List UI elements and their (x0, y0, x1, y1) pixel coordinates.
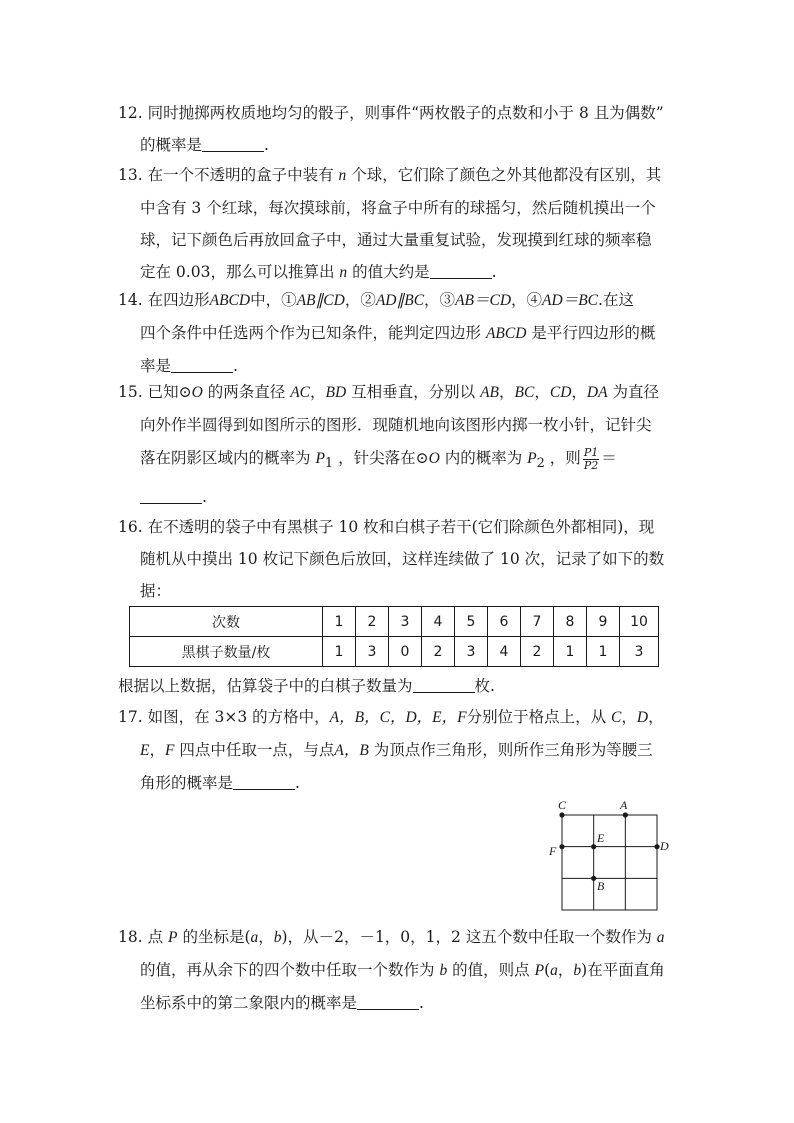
point-c-dot (559, 812, 564, 817)
question-text: ，针尖落在⊙ (338, 449, 429, 467)
table-cell: 10 (620, 607, 659, 637)
question-number: 18. (118, 928, 143, 946)
question-number: 15. (118, 383, 143, 401)
question-text: .在这 (598, 291, 634, 309)
question-text: 内的概率为 (444, 449, 523, 467)
quadrilateral-name: ABCD (209, 292, 251, 309)
question-text: 点 (147, 928, 164, 946)
fraction (583, 447, 599, 472)
question-text: 向外作半圆得到如图所示的图形．现随机地向该图形内掷一枚小针，记针尖 (140, 416, 652, 434)
question-text: 的值，再从余下的四个数中任取一个数作为 (140, 961, 435, 979)
question-text: 分别位于格点上，从 (466, 708, 607, 726)
label-f: F (549, 844, 557, 858)
question-text: 随机从中摸出 10 枚记下颜色后放回，这样连续做了 10 次，记录了如下的数 (140, 550, 665, 568)
label-b: B (597, 879, 605, 893)
answer-blank[interactable] (171, 358, 233, 373)
question-text: 互相垂直，分别以 (351, 383, 476, 401)
point-letters: A，B，C，D，E，F (329, 709, 467, 726)
question-16-tail (118, 670, 678, 702)
question-text: 的两条直径 (207, 383, 286, 401)
period: . (202, 488, 207, 507)
data-table (129, 606, 659, 667)
table-cell: 7 (521, 607, 554, 637)
question-text: 坐标系中的第二象限内的概率是 (140, 994, 358, 1012)
variable-b: b (573, 962, 582, 979)
table-cell: 5 (455, 607, 488, 637)
answer-blank[interactable] (140, 489, 202, 504)
probability-p1: P (315, 450, 325, 467)
question-text: 的值，则点 (452, 961, 530, 979)
table-cell: 2 (356, 607, 389, 637)
question-text: 是平行四边形的概 (531, 324, 656, 342)
separator: ， (571, 383, 587, 401)
answer-blank[interactable] (233, 775, 295, 790)
separator: ，③ (424, 291, 456, 309)
table-row (130, 607, 659, 637)
period: . (233, 357, 238, 375)
separator: ， (499, 383, 515, 401)
label-a: A (620, 798, 628, 812)
period: . (491, 263, 497, 281)
question-number: 12. (118, 104, 143, 122)
point-b-dot (591, 876, 596, 881)
variable-a: a (550, 962, 558, 979)
segment-da: DA (586, 384, 608, 401)
answer-blank[interactable] (413, 678, 475, 693)
table-cell: 6 (488, 607, 521, 637)
table-cell: 2 (521, 637, 554, 667)
question-17: 17. 如图，在 3×3 的方格中，A，B，C，D，E，F分别位于格点上，从 C，D， E，F 四点中任取一点，与点A，B 为顶点作三角形，则所作三角形为等腰三 角形的概率是 . (118, 701, 678, 799)
variable-b: b (439, 962, 448, 979)
subscript: 1 (324, 456, 334, 472)
table-cell: 8 (554, 607, 587, 637)
point-a-dot (623, 812, 628, 817)
question-text: 定在 0.03，那么可以推算出 (140, 263, 335, 281)
grid-figure (540, 795, 670, 915)
question-12 (118, 97, 678, 161)
condition-3: AB＝CD (455, 292, 512, 309)
segment-cd: CD (549, 384, 572, 401)
subscript: 2 (536, 456, 545, 472)
probability-p2: P (527, 450, 537, 467)
point-p: P (168, 929, 178, 946)
question-text: 枚. (474, 677, 495, 695)
question-text: 在不透明的袋子中有黑棋子 10 枚和白棋子若干(它们除颜色外都相同)，现 (147, 518, 655, 536)
segment-ab: AB (480, 384, 500, 401)
circle-o: O (191, 384, 203, 401)
point-d-dot (654, 844, 659, 849)
table-header: 次数 (130, 607, 323, 637)
separator: ， (310, 383, 326, 401)
table-cell: 2 (422, 637, 455, 667)
equals-sign: ＝ (601, 449, 617, 467)
question-text: 的值大约是 (352, 263, 430, 281)
table-cell: 1 (554, 637, 587, 667)
separator: ， (258, 928, 274, 946)
separator: ，② (344, 291, 376, 309)
condition-2: AD∥BC (375, 292, 425, 309)
question-text: 四个条件中任选两个作为已知条件，能判定四边形 (140, 324, 482, 342)
point-d: D (636, 709, 649, 726)
question-text: 如图，在 3×3 的方格中， (147, 708, 330, 726)
answer-blank[interactable] (357, 995, 419, 1010)
period: . (295, 774, 300, 792)
diameter-ac: AC (290, 384, 310, 401)
question-18: 18. 点 P 的坐标是(a，b)，从－2，－1，0，1，2 这五个数中任取一个数作为 a 的值，再从余下的四个数中任取一个数作为 b 的值，则点 P(a，b)在平面直角 坐标系中的第二象限内的概率是 . (118, 921, 678, 1019)
table-cell: 0 (389, 637, 422, 667)
condition-4: AD＝BC (542, 292, 599, 309)
question-text: 落在阴影区域内的概率为 (140, 449, 311, 467)
question-text: 中含有 3 个红球，每次摸球前，将盒子中所有的球摇匀，然后随机摸出一个 (140, 199, 656, 217)
points-ab: A，B (334, 742, 369, 759)
table-cell: 9 (587, 607, 620, 637)
question-text: 为直径 (612, 383, 660, 401)
question-text: 个球，它们除了颜色之外其他都没有区别，其 (351, 166, 662, 184)
quadrilateral-name: ABCD (485, 325, 527, 342)
question-text: )，从－2，－1，0，1，2 这五个数中任取一个数作为 (281, 928, 652, 946)
point-f: F (164, 742, 175, 759)
point-e: E (140, 742, 150, 759)
question-number: 17. (118, 708, 143, 726)
question-13 (118, 159, 678, 289)
grid-border (562, 815, 657, 910)
answer-blank[interactable] (430, 264, 492, 279)
question-text: 角形的概率是 (140, 774, 234, 792)
condition-1: AB∥CD (296, 292, 345, 309)
point-c: C (611, 709, 622, 726)
question-text: 四点中任取一点，与点 (179, 741, 335, 759)
variable-n: n (338, 167, 347, 184)
separator: ， (534, 383, 550, 401)
circle-o: O (428, 450, 440, 467)
question-text: 根据以上数据，估算袋子中的白棋子数量为 (118, 677, 413, 695)
variable-a: a (250, 929, 259, 946)
question-15 (118, 376, 678, 513)
label-c: C (558, 798, 567, 812)
question-14 (118, 284, 678, 382)
table-cell: 3 (620, 637, 659, 667)
table-cell: 4 (488, 637, 521, 667)
question-text: 率是 (140, 357, 172, 375)
question-text: 在一个不透明的盒子中装有 (147, 166, 334, 184)
period: . (264, 136, 269, 154)
question-text: 在四边形 (147, 291, 210, 309)
question-text: 据： (140, 582, 172, 600)
point-p: P (534, 962, 545, 979)
point-f-dot (559, 844, 564, 849)
table-cell: 1 (323, 607, 356, 637)
label-e: E (597, 831, 605, 845)
table-cell: 1 (587, 637, 620, 667)
question-text: 的概率是 (140, 136, 203, 154)
answer-blank[interactable] (202, 137, 264, 152)
question-text: ，则 (549, 449, 581, 467)
fraction-numerator: P1 (583, 445, 599, 459)
point-e-dot (591, 844, 596, 849)
table-cell: 3 (389, 607, 422, 637)
question-text: 同时抛掷两枚质地均匀的骰子，则事件“两枚骰子的点数和小于 8 且为偶数” (147, 104, 664, 122)
fraction-denominator: P2 (583, 458, 599, 472)
question-text: 为顶点作三角形，则所作三角形为等腰三 (373, 741, 653, 759)
table-cell: 3 (356, 637, 389, 667)
question-number: 14. (118, 291, 143, 309)
table-cell: 1 (323, 637, 356, 667)
question-number: 16. (118, 518, 143, 536)
table-header: 黑棋子数量/枚 (130, 637, 323, 667)
segment-bc: BC (514, 384, 535, 401)
question-text: 的坐标是( (182, 928, 251, 946)
question-16 (118, 511, 678, 607)
period: . (419, 994, 424, 1012)
table-cell: 4 (422, 607, 455, 637)
question-text: 已知⊙ (147, 383, 192, 401)
question-text: 在平面直角 (587, 961, 665, 979)
grid-svg (540, 795, 670, 915)
grid-lines (562, 815, 657, 910)
variable-n: n (339, 264, 348, 281)
table-row (130, 637, 659, 667)
diameter-bd: BD (325, 384, 347, 401)
question-number: 13. (118, 166, 143, 184)
question-text: 中，① (250, 291, 297, 309)
separator: ，④ (511, 291, 543, 309)
variable-a: a (656, 929, 665, 946)
variable-b: b (273, 929, 282, 946)
question-text: 球，记下颜色后再放回盒子中，通过大量重复试验，发现摸到红球的频率稳 (140, 231, 652, 249)
label-d: D (660, 839, 669, 853)
table-cell: 3 (455, 637, 488, 667)
